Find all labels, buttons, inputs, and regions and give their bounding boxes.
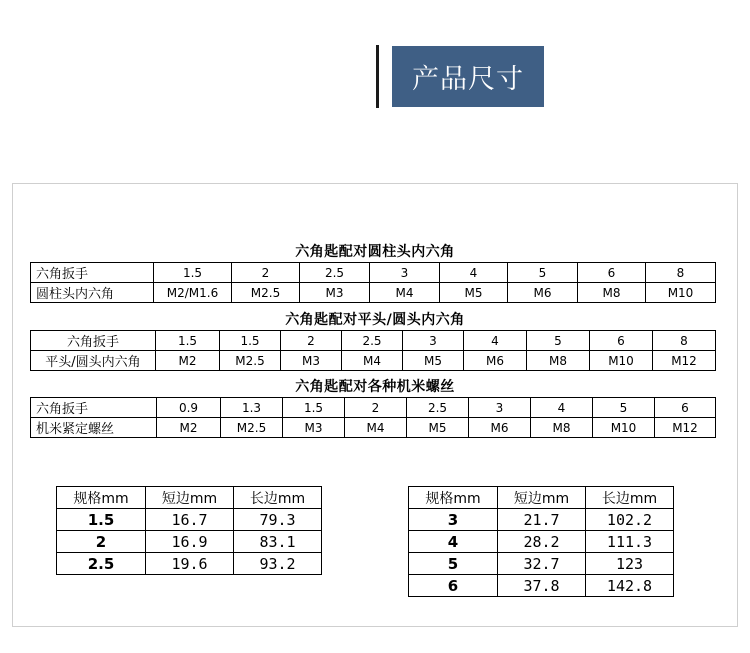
table-cell: 1.5 xyxy=(57,509,146,531)
table-cell: 5 xyxy=(593,398,655,418)
column-header: 长边mm xyxy=(586,487,674,509)
table-cell: 2 xyxy=(345,398,407,418)
table-row xyxy=(31,283,716,303)
table-cell: 16.9 xyxy=(146,531,234,553)
table-cell: M8 xyxy=(527,351,590,371)
table-cell: M10 xyxy=(590,351,653,371)
table-cell: 6 xyxy=(590,331,653,351)
table-cell: 5 xyxy=(508,263,578,283)
table-cell: M3 xyxy=(281,351,342,371)
table-cell: 0.9 xyxy=(157,398,221,418)
row-label: 圆柱头内六角 xyxy=(31,283,154,303)
table-cell: 93.2 xyxy=(234,553,322,575)
table-cell: 102.2 xyxy=(586,509,674,531)
table-cell: 6 xyxy=(409,575,498,597)
row-label: 机米紧定螺丝 xyxy=(31,418,157,438)
table-row xyxy=(31,418,716,438)
table-cell: M5 xyxy=(403,351,464,371)
wrench-table-set-screw xyxy=(30,397,716,438)
table-cell: 21.7 xyxy=(498,509,586,531)
dimension-table-small xyxy=(56,486,322,575)
table-cell: M10 xyxy=(593,418,655,438)
row-label: 平头/圆头内六角 xyxy=(31,351,156,371)
column-header: 短边mm xyxy=(498,487,586,509)
table-cell: 8 xyxy=(646,263,716,283)
table-cell: 3 xyxy=(403,331,464,351)
table-cell: 2.5 xyxy=(300,263,370,283)
table-cell: 1.3 xyxy=(221,398,283,418)
table-cell: 3 xyxy=(370,263,440,283)
table-cell: 2 xyxy=(281,331,342,351)
table-cell: M2.5 xyxy=(221,418,283,438)
table-cell: M4 xyxy=(342,351,403,371)
table-cell: 3 xyxy=(469,398,531,418)
table-cell: 2.5 xyxy=(407,398,469,418)
table-cell: M2 xyxy=(157,418,221,438)
table-cell: 6 xyxy=(578,263,646,283)
wrench-table-cap-screw xyxy=(30,262,716,303)
table-cell: 4 xyxy=(531,398,593,418)
table-cell: 2 xyxy=(232,263,300,283)
table-cell: 2 xyxy=(57,531,146,553)
table-cell: M8 xyxy=(531,418,593,438)
table-cell: 3 xyxy=(409,509,498,531)
section-title: 六角匙配对各种机米螺丝 xyxy=(295,379,455,395)
row-label: 六角扳手 xyxy=(31,263,154,283)
table-row xyxy=(57,531,322,553)
table-row xyxy=(57,509,322,531)
table-cell: 4 xyxy=(409,531,498,553)
table-cell: 16.7 xyxy=(146,509,234,531)
column-header: 长边mm xyxy=(234,487,322,509)
table-cell: M5 xyxy=(407,418,469,438)
dimension-table-large xyxy=(408,486,674,597)
table-cell: 4 xyxy=(440,263,508,283)
section-title: 六角匙配对圆柱头内六角 xyxy=(295,244,455,260)
table-row xyxy=(409,531,674,553)
table-cell: M2/M1.6 xyxy=(154,283,232,303)
table-cell: 79.3 xyxy=(234,509,322,531)
table-cell: 5 xyxy=(527,331,590,351)
table-cell: 1.5 xyxy=(154,263,232,283)
table-cell: 1.5 xyxy=(156,331,220,351)
table-cell: 2.5 xyxy=(342,331,403,351)
row-label: 六角扳手 xyxy=(31,331,156,351)
table-row xyxy=(31,351,716,371)
table-header-row xyxy=(409,487,674,509)
table-cell: 5 xyxy=(409,553,498,575)
table-row xyxy=(409,553,674,575)
column-header: 规格mm xyxy=(409,487,498,509)
table-row xyxy=(57,553,322,575)
table-cell: M6 xyxy=(464,351,527,371)
table-cell: M8 xyxy=(578,283,646,303)
table-row xyxy=(31,331,716,351)
table-cell: M2.5 xyxy=(220,351,281,371)
table-cell: M2 xyxy=(156,351,220,371)
table-cell: 1.5 xyxy=(283,398,345,418)
table-cell: M3 xyxy=(283,418,345,438)
table-cell: 123 xyxy=(586,553,674,575)
table-cell: 1.5 xyxy=(220,331,281,351)
section-header-title: 产品尺寸 xyxy=(412,64,524,95)
section-title: 六角匙配对平头/圆头内六角 xyxy=(285,312,465,328)
wrench-table-flat-round xyxy=(30,330,716,371)
column-header: 短边mm xyxy=(146,487,234,509)
section-header xyxy=(392,46,544,107)
table-cell: M12 xyxy=(653,351,716,371)
table-header-row xyxy=(57,487,322,509)
table-row xyxy=(409,509,674,531)
table-cell: 19.6 xyxy=(146,553,234,575)
table-cell: M10 xyxy=(646,283,716,303)
table-cell: 4 xyxy=(464,331,527,351)
column-header: 规格mm xyxy=(57,487,146,509)
table-cell: 28.2 xyxy=(498,531,586,553)
table-cell: M6 xyxy=(508,283,578,303)
table-cell: M3 xyxy=(300,283,370,303)
divider-bar xyxy=(376,45,379,108)
table-cell: 8 xyxy=(653,331,716,351)
table-row xyxy=(31,398,716,418)
table-cell: 2.5 xyxy=(57,553,146,575)
table-cell: M6 xyxy=(469,418,531,438)
table-cell: 111.3 xyxy=(586,531,674,553)
table-cell: M4 xyxy=(345,418,407,438)
table-cell: 142.8 xyxy=(586,575,674,597)
table-cell: 37.8 xyxy=(498,575,586,597)
table-cell: M4 xyxy=(370,283,440,303)
table-cell: 83.1 xyxy=(234,531,322,553)
table-cell: 32.7 xyxy=(498,553,586,575)
table-cell: 6 xyxy=(655,398,716,418)
table-row xyxy=(409,575,674,597)
table-cell: M12 xyxy=(655,418,716,438)
table-row xyxy=(31,263,716,283)
table-cell: M2.5 xyxy=(232,283,300,303)
table-cell: M5 xyxy=(440,283,508,303)
row-label: 六角扳手 xyxy=(31,398,157,418)
